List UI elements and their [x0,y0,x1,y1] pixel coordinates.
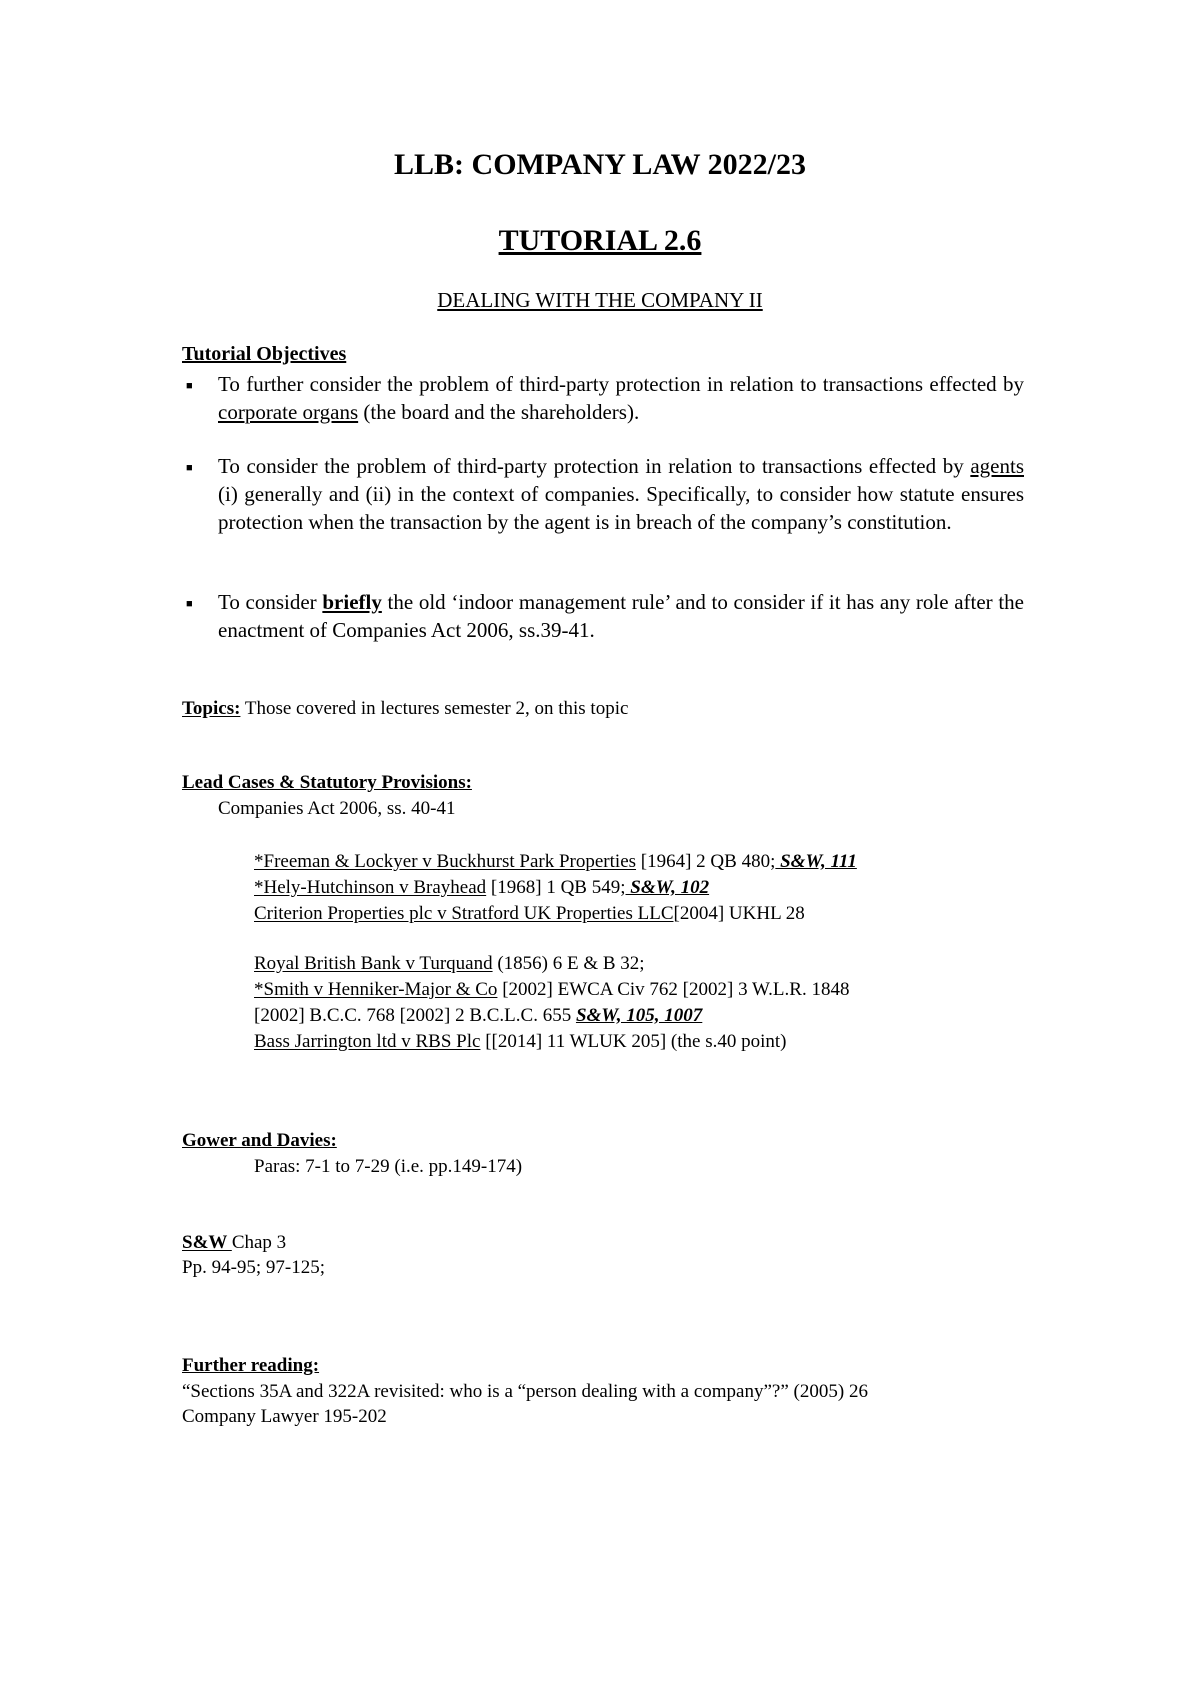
further-reading-line-1: “Sections 35A and 322A revisited: who is a “person dealing with a company”?” (2005) 26 [182,1381,868,1402]
topics-line [182,698,628,720]
objective-2-underlined: agents [970,454,1024,478]
case-citation: (1856) 6 E & B 32; [492,953,645,974]
topics-label: Topics: [182,698,241,719]
objective-3-bold: briefly [322,590,382,614]
objective-1-underlined: corporate organs [218,400,359,424]
document-title: LLB: COMPANY LAW 2022/23 [394,148,806,181]
case-name: *Hely-Hutchinson v Brayhead [254,877,487,898]
objective-2-text: To consider the problem of third-party protection in relation to transactions effected by [218,454,971,478]
further-reading-heading: Further reading: [182,1355,320,1376]
further-reading-line-2: Company Lawyer 195-202 [182,1406,387,1427]
tutorial-number: TUTORIAL 2.6 [498,224,702,257]
sw-line [182,1232,286,1254]
sw-pages: Pp. 94-95; 97-125; [182,1257,326,1278]
objective-1-text: To further consider the problem of third-party protection in relation to transactions effected by [218,372,1024,396]
case-citation: [[2014] 11 WLUK 205] (the s.40 point) [480,1031,787,1052]
case-name: *Smith v Henniker-Major & Co [254,979,498,1000]
objective-1 [218,370,1024,426]
square-bullet-icon: ■ [186,462,193,474]
sw-heading: S&W [182,1232,232,1253]
case-citation: [1968] 1 QB 549; [486,877,626,898]
objectives-heading: Tutorial Objectives [182,343,347,365]
objective-3-text-end: the old ‘indoor management rule’ and to consider if it has any role after the enactment of Companies Act 2006, ss.39-41. [218,590,1024,642]
case-citation: [2002] EWCA Civ 762 [2002] 3 W.L.R. 1848 [497,979,850,1000]
sw-reference: S&W, 111 [775,851,857,872]
case-criterion [254,903,805,925]
case-name: Bass Jarrington ltd v RBS Plc [254,1031,481,1052]
sw-chapter: Chap 3 [231,1232,287,1253]
gower-heading: Gower and Davies: [182,1130,337,1151]
topics-text: Those covered in lectures semester 2, on this topic [240,698,629,719]
case-bass-jarrington [254,1031,787,1053]
case-freeman [254,851,857,873]
case-smith [254,979,849,1001]
objective-1-text-end: (the board and the shareholders). [358,400,640,424]
case-citation: [2004] UKHL 28 [673,903,805,924]
objective-3 [218,588,1024,644]
case-name: *Freeman & Lockyer v Buckhurst Park Properties [254,851,637,872]
square-bullet-icon: ■ [186,380,193,392]
case-hely-hutchinson [254,877,709,899]
gower-paras: Paras: 7-1 to 7-29 (i.e. pp.149-174) [254,1156,523,1177]
tutorial-subtitle: DEALING WITH THE COMPANY II [437,288,763,312]
statute-line: Companies Act 2006, ss. 40-41 [218,798,456,819]
case-smith-continued [254,1005,702,1027]
lead-cases-heading: Lead Cases & Statutory Provisions: [182,772,472,793]
case-name: Criterion Properties plc v Stratford UK Properties LLC [254,903,674,924]
sw-reference: S&W, 105, 1007 [575,1005,703,1026]
objective-2 [218,452,1024,536]
case-name: Royal British Bank v Turquand [254,953,493,974]
case-turquand [254,953,645,975]
square-bullet-icon: ■ [186,598,193,610]
objective-2-text-end: (i) generally and (ii) in the context of companies. Specifically, to consider how statute ensures protection when the transaction by the agent is in breach of the company’s constitution. [218,482,1024,534]
sw-reference: S&W, 102 [625,877,710,898]
case-citation: [2002] B.C.C. 768 [2002] 2 B.C.L.C. 655 [254,1005,576,1026]
objective-3-text: To consider [218,590,323,614]
case-citation: [1964] 2 QB 480; [636,851,776,872]
